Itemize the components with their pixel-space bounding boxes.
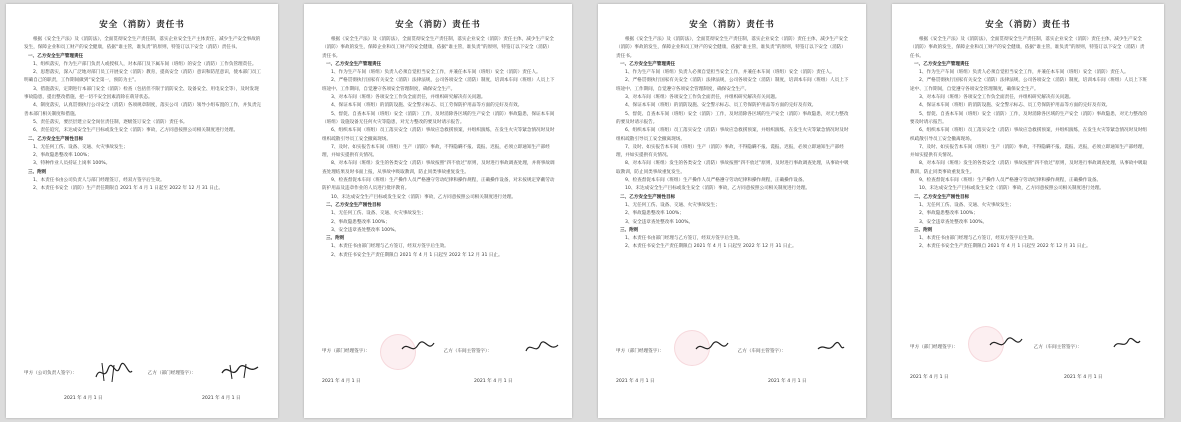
party-a-signature: [94, 361, 134, 383]
clause-paragraph: 根据《安全生产法》及《消防法》，全面贯彻安全生产责任制，落实企业安全（消防）责任主体，减少生产安全（消防）事故的发生，保障企业和员工财产的安全健康，依据“谁主管，谁负责”的原则，特签订以下安全（消防）责任书。: [616, 37, 848, 59]
section-heading: 一、乙方安全生产管理责任: [326, 61, 382, 67]
party-a-signature: [988, 335, 1024, 353]
clause-paragraph: 5、责任落实，要层层建立安全岗位责任制，逐级签订安全（消防）责任书。: [33, 119, 188, 125]
clause-paragraph: 1、作为生产车间（班组）负责人必须自觉担当安全工作，并兼任本车间（班组）安全（消防）责任人。: [919, 70, 1129, 76]
clause-paragraph: 2、本责任书安全生产责任期限自 2021 年 4 月 1 日起至 2022 年 12 月 31 日止。: [625, 244, 797, 250]
document-title: 安全（消防）责任书: [689, 20, 775, 30]
section-heading: 一、乙方安全生产管理责任: [620, 61, 676, 67]
section-heading: 一、乙方安全生产管理责任: [28, 53, 84, 59]
document-3: [598, 4, 866, 418]
clause-paragraph: 5、督促、自查本车间（班组）安全（消防）工作，及时消除各区域的生产安全（消防）事故隐患，对无力整改的要及时请示报告。: [616, 111, 849, 125]
clause-paragraph: 2、思想落实，深入广泛地对部门员工开展安全（消防）教育，提高安全（消防）意识和防范意识，使本部门员工明确自己的职责，工作期间做到“安全第一，预防为主”。: [24, 70, 262, 84]
section-heading: 二、乙方安全生产刚性目标: [28, 136, 84, 142]
clause-paragraph: 7、及时、如实报告本车间（班组）生产（消防）事故，不得隐瞒不报、谎报、迟报，必须立即通知生产部经理，并如实提供有关情况。: [616, 144, 844, 159]
clause-paragraph: 2、事故隐患整改率 100%；: [625, 211, 684, 217]
party-b-signature: [1112, 335, 1142, 353]
clause-paragraph: 2、严格贯彻执行国家有关安全（消防）法律法规，公司各项安全（消防）制度，培训本车间（班组）人员上下班途中、工作期间，自觉遵守各项安全管理制度，确保安全生产。: [910, 78, 1148, 92]
clause-paragraph: 3、对本车间（班组）各项安全工作负全面责任，并组织研究解决有关问题。: [625, 95, 780, 101]
clause-paragraph: 2、事故隐患整改率 100%；: [919, 211, 978, 217]
clause-paragraph: 6、组织本车间（班组）员工落实安全（消防）事故应急救援预案，并组织演练，在发生火灾等紧急情况时及时组织疏散引导员工安全撤离现场。: [322, 128, 555, 142]
party-a-date: 2021 年 4 月 1 日: [910, 375, 949, 380]
section-heading: 二、乙方安全生产刚性目标: [326, 202, 382, 208]
section-heading: 二、乙方安全生产刚性目标: [620, 194, 676, 200]
clause-paragraph: 7、及时、如实报告本车间（班组）生产（消防）事故，不得隐瞒不报、谎报、迟报，必须立即通知生产部经理，并如实提供有关情况。: [910, 144, 1148, 159]
clause-paragraph: 8、对本车间（班组）发生的各类安全（消防）事故按照“四不放过”原则，及时进行事故调查处理，从事故中吸取教训，防止同类事故重复发生。: [910, 161, 1148, 175]
clause-paragraph: 1、无任何工伤、设备、交通、火灾事故发生；: [625, 202, 720, 208]
clause-paragraph: 6、组织本车间（班组）员工落实安全（消防）事故应急救援预案，并组织演练，在发生火灾等紧急情况时及时组织疏散引导员工安全撤离现场。: [616, 128, 849, 142]
document-2: [304, 4, 572, 418]
party-b-date: 2021 年 4 月 1 日: [768, 379, 807, 384]
clause-paragraph: 3、措施落实，定期进行本部门安全（消防）检查（包括但不限于消防安全、设备安全、用电安全等），及时发现事故隐患，提出整改措施，把一切不安全因素消除在萌芽状态。: [24, 86, 259, 101]
clause-paragraph: 2、本责任书安全生产责任期限自 2021 年 4 月 1 日起至 2022 年 12 月 31 日止。: [331, 252, 503, 258]
party-a-date: 2021 年 4 月 1 日: [616, 379, 655, 384]
party-b-date: 2021 年 4 月 1 日: [202, 396, 241, 401]
clause-paragraph: 10、未达成安全生产目标或发生安全（消防）事故，乙方同意按照公司相关制度进行处理。: [331, 194, 517, 200]
party-b-label: 乙方（车间主管签字）：: [1033, 345, 1082, 350]
clause-paragraph: 7、及时、如实报告本车间（班组）生产（消防）事故，不得隐瞒不报、谎报、迟报，必须立即通知生产部经理，并如实提供有关情况。: [322, 144, 550, 159]
clause-paragraph: 10、未达成安全生产目标或发生安全（消防）事故，乙方同意按照公司相关制度进行处理。: [919, 186, 1105, 192]
party-b-signature: [220, 361, 260, 381]
party-b-date: 2021 年 4 月 1 日: [474, 379, 513, 384]
clause-paragraph: 4、保证本车间（班组）的消防设施、安全警示标志、员工劳保防护用品等方面的完好及有效。: [919, 103, 1111, 109]
clause-paragraph: 1、本责任书由公司负责人与部门经理签订，经双方签字后生效。: [33, 178, 165, 184]
party-a-signature: [694, 339, 730, 357]
document-body: [598, 30, 866, 252]
clause-paragraph: 5、督促、自查本车间（班组）安全（消防）工作，及时消除各区域的生产安全（消防）事故隐患，对无力整改的要及时请示报告。: [910, 111, 1148, 125]
section-heading: 一、乙方安全生产管理责任: [914, 61, 970, 67]
clause-paragraph: 根据《安全生产法》及《消防法》，全面贯彻安全生产责任制，落实企业安全（消防）责任主体，减少生产安全（消防）事故的发生，保障企业和员工财产的安全健康，依据“谁主管，谁负责”的原则，特签订以下安全（消防）责任书。: [322, 37, 554, 59]
clause-paragraph: 6、组织本车间（班组）员工落实安全（消防）事故应急救援预案，并组织演练，在发生火灾等紧急情况时及时组织疏散引导员工安全撤离现场。: [910, 128, 1148, 142]
party-b-label: 乙方（车间主管签字）：: [737, 349, 786, 354]
clause-paragraph: 3、对本车间（班组）各项安全工作负全面责任，并组织研究解决有关问题。: [331, 95, 486, 101]
document-body: [304, 30, 572, 260]
clause-paragraph: 3、安全违章查处整改率 100%。: [625, 219, 694, 225]
clause-paragraph: 3、安全违章查处整改率 100%。: [919, 219, 988, 225]
party-b-label: 乙方（部门经理签字）：: [147, 371, 196, 376]
document-title: 安全（消防）责任书: [99, 20, 185, 30]
clause-paragraph: 2、本责任书安全（消防）生产责任期限自 2021 年 4 月 1 日起至 2022 年 12 月 31 日止。: [33, 186, 223, 192]
party-a-date: 2021 年 4 月 1 日: [64, 396, 103, 401]
clause-paragraph: 1、本责任书由部门经理与乙方签订，经双方签字后生效。: [919, 236, 1037, 242]
section-heading: 三、附则: [326, 236, 345, 242]
party-b-signature: [816, 339, 846, 357]
clause-paragraph: 1、无任何工伤、设备、交通、火灾事故发生；: [919, 202, 1014, 208]
party-a-label: 甲方（部门经理签字）：: [322, 349, 371, 354]
clause-paragraph: 2、本责任书安全生产责任期限自 2021 年 4 月 1 日起至 2022 年 12 月 31 日止。: [919, 244, 1091, 250]
clause-paragraph: 4、保证本车间（班组）的消防设施、安全警示标志、员工劳保防护用品等方面的完好及有效。: [625, 103, 817, 109]
clause-paragraph: 5、督促、自查本车间（班组）安全（消防）工作，及时消除各区域的生产安全（消防）事故隐患，保证本车间（班组）设施设备无任何火灾等隐患，对无力整改的要及时请示报告。: [322, 111, 555, 125]
clause-paragraph: 3、对本车间（班组）各项安全工作负全面责任，并组织研究解决有关问题。: [919, 95, 1074, 101]
document-body: [892, 30, 1164, 252]
party-a-date: 2021 年 4 月 1 日: [322, 379, 361, 384]
clause-paragraph: 3、特种作业人员持证上岗率 100%。: [33, 161, 111, 167]
clause-paragraph: 4、保证本车间（班组）的消防设施、安全警示标志、员工劳保防护用品等方面的完好及有效。: [331, 103, 523, 109]
document-title: 安全（消防）责任书: [985, 20, 1071, 30]
document-body: [6, 30, 278, 194]
section-heading: 三、附则: [620, 227, 639, 233]
document-1: [6, 4, 278, 418]
clause-paragraph: 1、本责任书由部门经理与乙方签订，经双方签字后生效。: [625, 236, 743, 242]
clause-paragraph: 9、检查督促本车间（班组）生产操作人员严格遵守劳动纪律和操作规程，正确操作设备。: [919, 178, 1102, 184]
party-a-signature: [400, 339, 436, 357]
clause-paragraph: 根据《安全生产法》及《消防法》，全面贯彻安全生产责任制，落实企业安全生产主体责任，减少生产安全事故的发生，保障企业和员工财产的安全健康，依据“谁主管，谁负责”的原则，特签订以下安全（消防）责任书。: [24, 37, 261, 51]
clause-paragraph: 3、安全违章查处整改率 100%。: [331, 227, 400, 233]
clause-paragraph: 8、对本车间（班组）发生的各类安全（消防）事故按照“四不放过”原则，及时进行事故调查处理，并将事故调查处理结果及时书面上报，从事故中吸取教训，防止同类事故重复发生。: [322, 161, 555, 175]
clause-paragraph: 1、作为生产车间（班组）负责人必须自觉担当安全工作，并兼任本车间（班组）安全（消防）责任人。: [625, 70, 835, 76]
clause-paragraph: 2、事故隐患整改率 100%；: [331, 219, 390, 225]
clause-paragraph: 4、制度落实，认真贯彻执行公司安全（消防）各项规章制度，落实公司（消防）领导小组布置的工作，并负责完善本部门相关制度和措施。: [24, 103, 262, 117]
document-title: 安全（消防）责任书: [395, 20, 481, 30]
clause-paragraph: 9、检查督促本车间（班组）生产操作人员严格遵守劳动纪律和操作规程，正确操作设备，对未按规定穿戴劳动防护用品及违章作业的人员进行批评教育。: [322, 178, 555, 192]
section-heading: 三、附则: [914, 227, 933, 233]
clause-paragraph: 1、组织落实，作为生产部门负责人或授权人，对本部门及下属车间（班组）的安全（消防）工作负管理責任。: [33, 61, 257, 67]
clause-paragraph: 1、作为生产车间（班组）负责人必须自觉担当安全工作，并兼任本车间（班组）安全（消防）责任人。: [331, 70, 541, 76]
clause-paragraph: 1、无任何工伤、设备、交通、火灾事故发生；: [33, 144, 128, 150]
party-b-signature: [524, 339, 560, 357]
section-heading: 二、乙方安全生产刚性目标: [914, 194, 970, 200]
clause-paragraph: 根据《安全生产法》及《消防法》，全面贯彻安全生产责任制，落实企业安全（消防）责任主体，减少生产安全（消防）事故的发生，保障企业和员工财产的安全健康，依据“谁主管，谁负责”的原则，特签订以下安全（消防）责任书。: [910, 37, 1145, 59]
clause-paragraph: 2、严格贯彻执行国家有关安全（消防）法律法规，公司各项安全（消防）制度，培训本车间（班组）人员上下班途中、工作期间，自觉遵守各项安全管理制度，确保安全生产。: [322, 78, 555, 92]
clause-paragraph: 9、检查督促本车间（班组）生产操作人员严格遵守劳动纪律和操作规程，正确操作设备。: [625, 178, 808, 184]
clause-paragraph: 1、无任何工伤、设备、交通、火灾事故发生；: [331, 211, 426, 217]
clause-paragraph: 10、未达成安全生产目标或发生安全（消防）事故，乙方同意按照公司相关制度进行处理。: [625, 186, 811, 192]
party-a-label: 甲方（部门经理签字）：: [616, 349, 665, 354]
section-heading: 三、附则: [28, 169, 47, 175]
party-a-label: 甲方（公司负责人签字）：: [24, 371, 77, 376]
clause-paragraph: 8、对本车间（班组）发生的各类安全（消防）事故按照“四不放过”原则，及时进行事故调查处理，从事故中吸取教训，防止同类事故重复发生。: [616, 161, 849, 175]
party-a-label: 甲方（部门经理签字）：: [910, 345, 959, 350]
clause-paragraph: 1、本责任书由部门经理与乙方签订，经双方签字后生效。: [331, 244, 449, 250]
party-b-date: 2021 年 4 月 1 日: [1064, 375, 1103, 380]
party-b-label: 乙方（车间主管签字）：: [443, 349, 492, 354]
document-4: [892, 4, 1164, 418]
clause-paragraph: 6、责任追究，未达成安全生产目标或发生安全（消防）事故，乙方同意按照公司相关制度进行处理。: [33, 128, 239, 134]
clause-paragraph: 2、严格贯彻执行国家有关安全（消防）法律法规，公司各项安全（消防）制度，培训本车间（班组）人员上下班途中、工作期间，自觉遵守各项安全管理制度，确保安全生产。: [616, 78, 849, 92]
clause-paragraph: 2、事故隐患整改率 100%；: [33, 153, 92, 159]
